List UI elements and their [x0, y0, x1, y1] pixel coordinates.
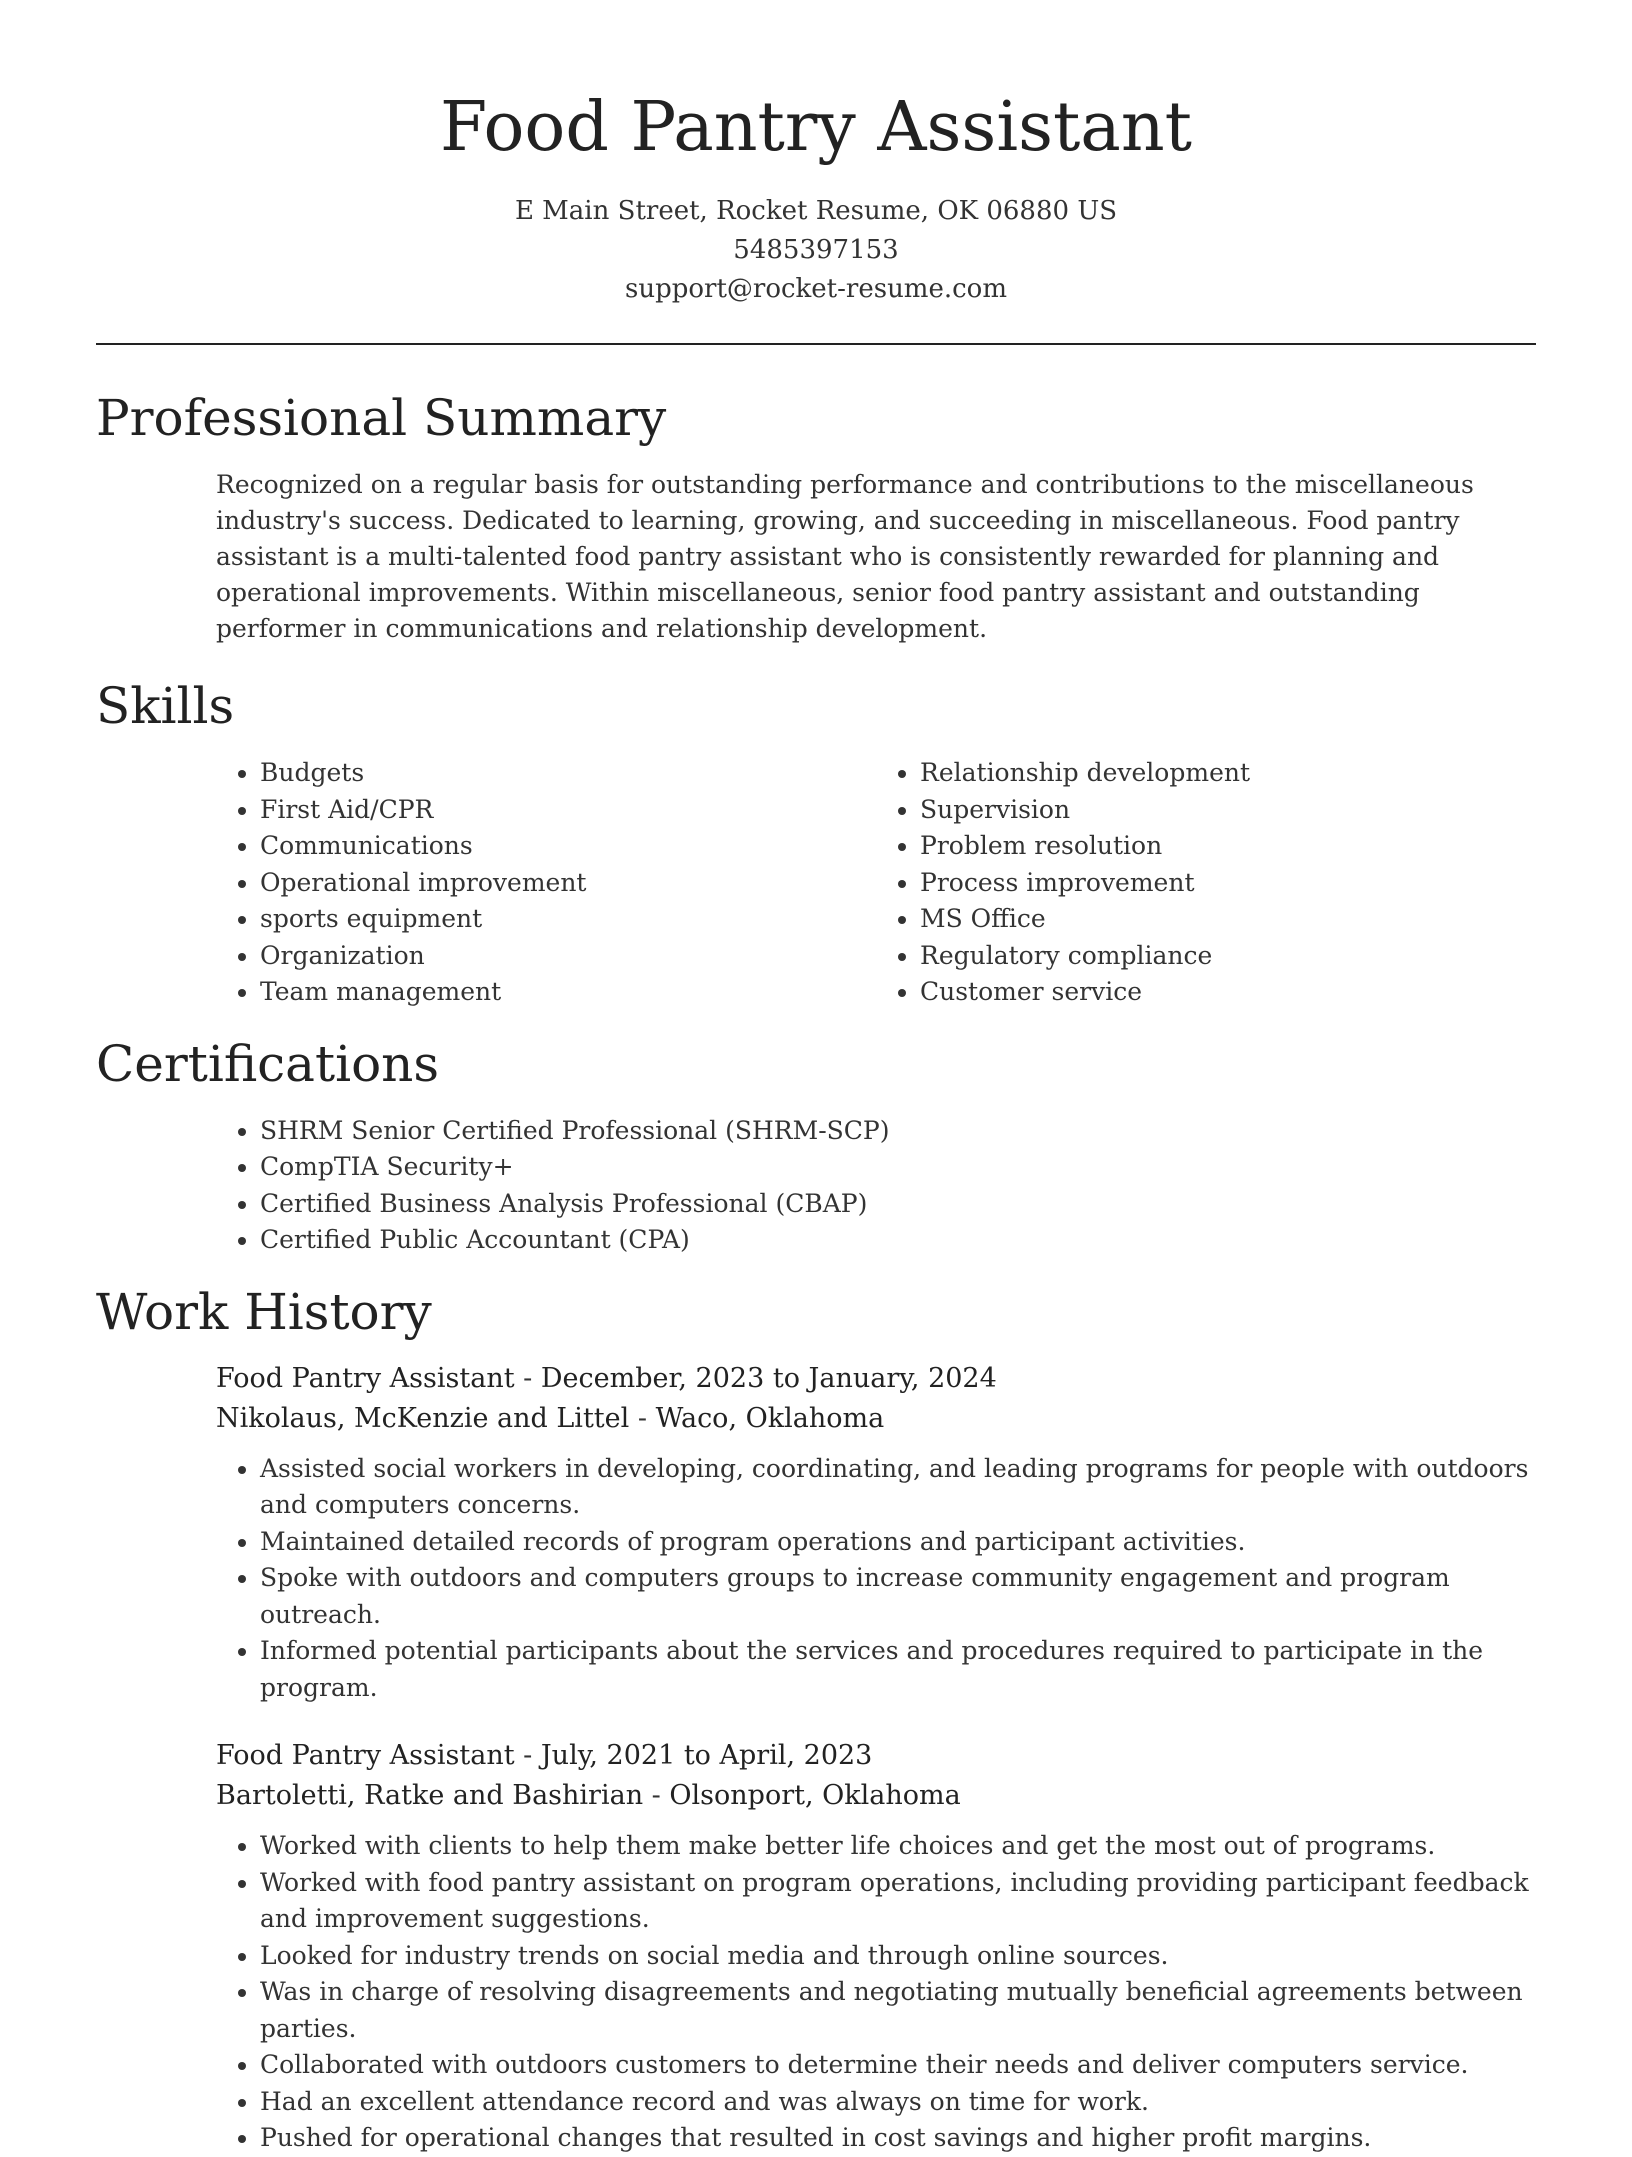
contact-block [0, 192, 1632, 309]
duty-item: • Worked with food pantry assistant on program operations, including providing participant feedback and improvement suggestions. [260, 1865, 1536, 1938]
header-divider [96, 343, 1536, 345]
separator: - [514, 1740, 541, 1771]
skills-list-left [216, 755, 876, 1011]
skill-item: • sports equipment [260, 901, 876, 938]
skills-list-right [876, 755, 1536, 1011]
certification-item: • Certified Business Analysis Professional (CBAP) [260, 1186, 1536, 1223]
certifications-section [96, 1031, 1536, 1259]
job-location: Waco, Oklahoma [655, 1402, 885, 1434]
certifications-list [216, 1113, 1536, 1259]
skill-item: • Regulatory compliance [920, 938, 1536, 975]
skill-item: • First Aid/CPR [260, 792, 876, 829]
job-dates: July, 2021 to April, 2023 [540, 1740, 873, 1771]
job-title-line [216, 1736, 1536, 1776]
address: E Main Street, Rocket Resume, OK 06880 US [514, 196, 1118, 226]
job-duties [216, 1451, 1536, 1707]
duty-item: • Maintained detailed records of program operations and participant activities. [260, 1524, 1536, 1561]
certification-item: • CompTIA Security+ [260, 1149, 1536, 1186]
duty-item: • Collaborated with outdoors customers to determine their needs and deliver computers service. [260, 2047, 1536, 2084]
skill-item: • Team management [260, 974, 876, 1011]
duty-item: • Worked with clients to help them make better life choices and get the most out of programs. [260, 1828, 1536, 1865]
skill-item: • Relationship development [920, 755, 1536, 792]
summary-section [96, 385, 1536, 647]
duty-item: • Pushed for operational changes that resulted in cost savings and higher profit margins. [260, 2120, 1536, 2157]
skill-item: • Problem resolution [920, 828, 1536, 865]
job-entry [216, 1736, 1536, 2157]
duty-item: • Assisted social workers in developing, coordinating, and leading programs for people with outdoors and computers concerns. [260, 1451, 1536, 1524]
job-title: Food Pantry Assistant [216, 1740, 515, 1771]
separator: - [643, 1780, 670, 1811]
job-duties [216, 1828, 1536, 2157]
job-title: Food Pantry Assistant [216, 1362, 515, 1394]
skill-item: • Budgets [260, 755, 876, 792]
job-title-line [216, 1359, 1536, 1399]
skill-item: • Process improvement [920, 865, 1536, 902]
skill-item: • Organization [260, 938, 876, 975]
summary-text: Recognized on a regular basis for outstanding performance and contributions to the miscellaneous industry's success. Dedicated to learning, growing, and succeeding in miscellaneous. Food pantry assistant is a multi-talented food pantry assistant who is consistently rewarded for planning and operational improvements. Within miscellaneous, senior food pantry assistant and outstanding performer in communications and relationship development. [216, 470, 1474, 643]
certifications-heading: Certifications [96, 1034, 440, 1093]
job-location: Olsonport, Oklahoma [669, 1780, 961, 1811]
work-history-section [96, 1279, 1536, 2157]
skill-item: • Supervision [920, 792, 1536, 829]
job-entry [216, 1359, 1536, 1707]
duty-item: • Was in charge of resolving disagreements and negotiating mutually beneficial agreements between parties. [260, 1974, 1536, 2047]
skills-heading: Skills [96, 677, 235, 735]
job-dates: December, 2023 to January, 2024 [540, 1362, 997, 1394]
certification-item: • Certified Public Accountant (CPA) [260, 1222, 1536, 1259]
summary-heading: Professional Summary [96, 389, 667, 447]
job-company: Nikolaus, McKenzie and Littel [216, 1402, 630, 1434]
skill-item: • Operational improvement [260, 865, 876, 902]
skill-item: • Communications [260, 828, 876, 865]
skills-grid [216, 755, 1536, 1011]
duty-item: • Had an excellent attendance record and was always on time for work. [260, 2084, 1536, 2121]
phone: 5485397153 [733, 235, 899, 265]
separator: - [629, 1402, 656, 1434]
resume-header [0, 0, 1632, 309]
skill-item: • Customer service [920, 974, 1536, 1011]
certification-item: • SHRM Senior Certified Professional (SHRM-SCP) [260, 1113, 1536, 1150]
candidate-name: Food Pantry Assistant [440, 88, 1192, 167]
skills-section [96, 673, 1536, 1011]
duty-item: • Spoke with outdoors and computers groups to increase community engagement and program outreach. [260, 1560, 1536, 1633]
duty-item: • Looked for industry trends on social media and through online sources. [260, 1938, 1536, 1975]
email: support@rocket-resume.com [624, 274, 1007, 304]
job-company-line [216, 1399, 1536, 1439]
job-company-line [216, 1776, 1536, 1816]
job-company: Bartoletti, Ratke and Bashirian [216, 1780, 644, 1811]
duty-item: • Informed potential participants about the services and procedures required to participate in the program. [260, 1633, 1536, 1706]
separator: - [514, 1362, 541, 1394]
skill-item: • MS Office [920, 901, 1536, 938]
work-history-heading: Work History [96, 1282, 432, 1341]
